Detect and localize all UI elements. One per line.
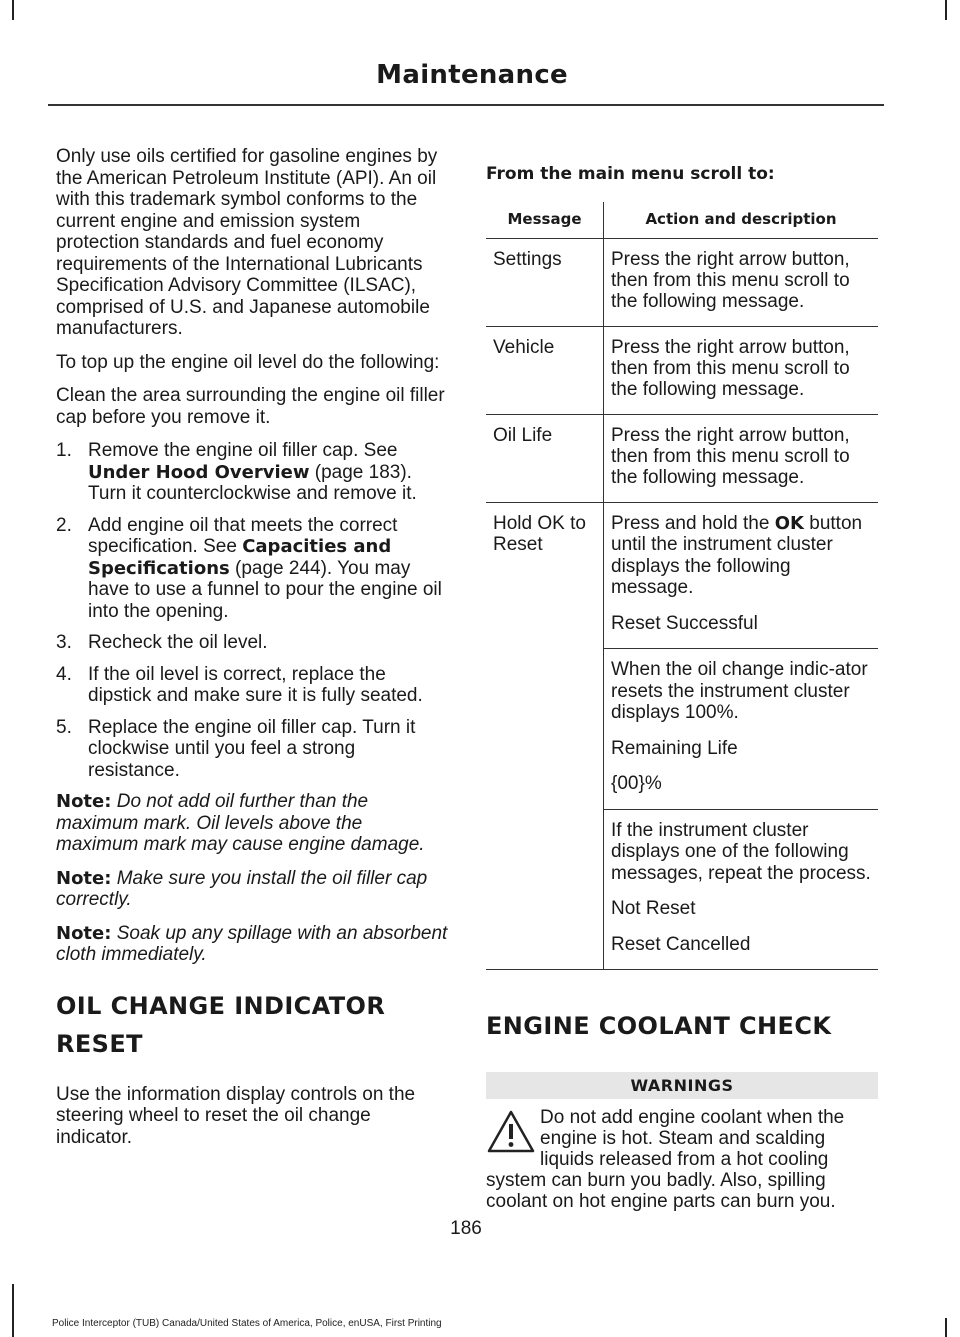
- cross-reference-link[interactable]: Capacities and Specifications: [88, 536, 392, 579]
- description-cell: Press the right arrow button, then from this menu scroll to the following message.: [604, 326, 879, 414]
- table-row: [486, 414, 878, 502]
- intro-paragraph: Only use oils certified for gasoline engines by the American Petroleum Institute (API). An oil with this trademark symbol conforms to the current engine and emission system protection standards and fuel economy requirements of the International Lubricants Specification Advisory Committee (ILSAC), comprised of U.S. and Japanese automobile manufacturers.: [56, 146, 438, 339]
- crop-mark: [12, 1284, 14, 1337]
- message-cell: Vehicle: [486, 326, 604, 414]
- clean-paragraph: Clean the area surrounding the engine oil filler cap before you remove it.: [56, 385, 445, 428]
- footer-text: Police Interceptor (TUB) Canada/United States of America, Police, enUSA, First Printing: [52, 1318, 442, 1329]
- menu-table: [486, 202, 878, 971]
- cross-reference-link[interactable]: Under Hood Overview: [88, 461, 310, 483]
- message-cell: Settings: [486, 238, 604, 326]
- section-heading: RESET: [56, 1029, 143, 1058]
- table-intro: From the main menu scroll to:: [486, 164, 775, 184]
- steps-list: [56, 440, 448, 781]
- page-number: 186: [450, 1218, 482, 1239]
- description-cell: When the oil change indic-ator resets the instrument cluster displays 100%. Remaining Life {00}%: [604, 649, 879, 810]
- table-row: [486, 238, 878, 326]
- display-message: Reset Cancelled: [611, 933, 751, 955]
- message-cell: Oil Life: [486, 414, 604, 502]
- list-item: 3. Recheck the oil level.: [56, 632, 268, 653]
- header-rule: [48, 104, 884, 106]
- display-message: Remaining Life: [611, 737, 738, 759]
- column-header: Message: [486, 202, 604, 239]
- top-up-paragraph: To top up the engine oil level do the following:: [56, 351, 440, 373]
- description-cell: Press and hold the OK button until the instrument cluster displays the following message. Reset Successful: [604, 502, 879, 649]
- section-body: Use the information display controls on the steering wheel to reset the oil change indicator.: [56, 1083, 416, 1148]
- warning-block: [486, 1107, 878, 1212]
- display-message: Not Reset: [611, 898, 696, 919]
- description-cell: If the instrument cluster displays one of the following messages, repeat the process. Not Reset Reset Cancelled: [604, 809, 879, 970]
- section-heading: ENGINE COOLANT CHECK: [486, 1012, 832, 1040]
- note: Note: Do not add oil further than the maximum mark. Oil levels above the maximum mark may cause engine damage.: [56, 791, 425, 855]
- crop-mark: [945, 1318, 947, 1337]
- note: Note: Soak up any spillage with an absorbent cloth immediately.: [56, 922, 448, 965]
- list-item: 5. Replace the engine oil filler cap. Turn it clockwise until you feel a strong resistance.: [56, 716, 416, 781]
- warning-text: Do not add engine coolant when the engine is hot. Steam and scalding liquids released from a hot cooling system can burn you badly. Also, spilling coolant on hot engine parts can burn you.: [486, 1107, 845, 1212]
- description-cell: Press the right arrow button, then from this menu scroll to the following message.: [604, 414, 879, 502]
- table-row: [486, 326, 878, 414]
- table-row: [486, 502, 878, 649]
- warnings-banner: WARNINGS: [486, 1072, 878, 1099]
- right-column: [486, 164, 878, 1212]
- section-heading: OIL CHANGE INDICATOR: [56, 991, 386, 1020]
- display-message: Reset Successful: [611, 612, 758, 634]
- left-column: [56, 146, 448, 1160]
- crop-mark: [945, 0, 947, 20]
- crop-mark: [12, 0, 14, 20]
- list-item: 2. Add engine oil that meets the correct specification. See Capacities and Specifications (page 244). You may have to use a funnel to pour the engine oil into the opening.: [56, 514, 442, 622]
- note: Note: Make sure you install the oil filler cap correctly.: [56, 867, 428, 910]
- column-header: Action and description: [604, 202, 879, 239]
- display-message: {00}%: [611, 773, 662, 794]
- list-item: 4. If the oil level is correct, replace the dipstick and make sure it is fully seated.: [56, 663, 423, 706]
- list-item: 1. Remove the engine oil filler cap. See Under Hood Overview (page 183). Turn it counterclockwise and remove it.: [56, 440, 417, 504]
- page-title: Maintenance: [376, 60, 568, 90]
- table-header-row: [486, 202, 878, 239]
- description-cell: Press the right arrow button, then from this menu scroll to the following message.: [604, 238, 879, 326]
- warning-triangle-icon: [486, 1109, 536, 1155]
- message-cell: Hold OK to Reset: [486, 502, 604, 970]
